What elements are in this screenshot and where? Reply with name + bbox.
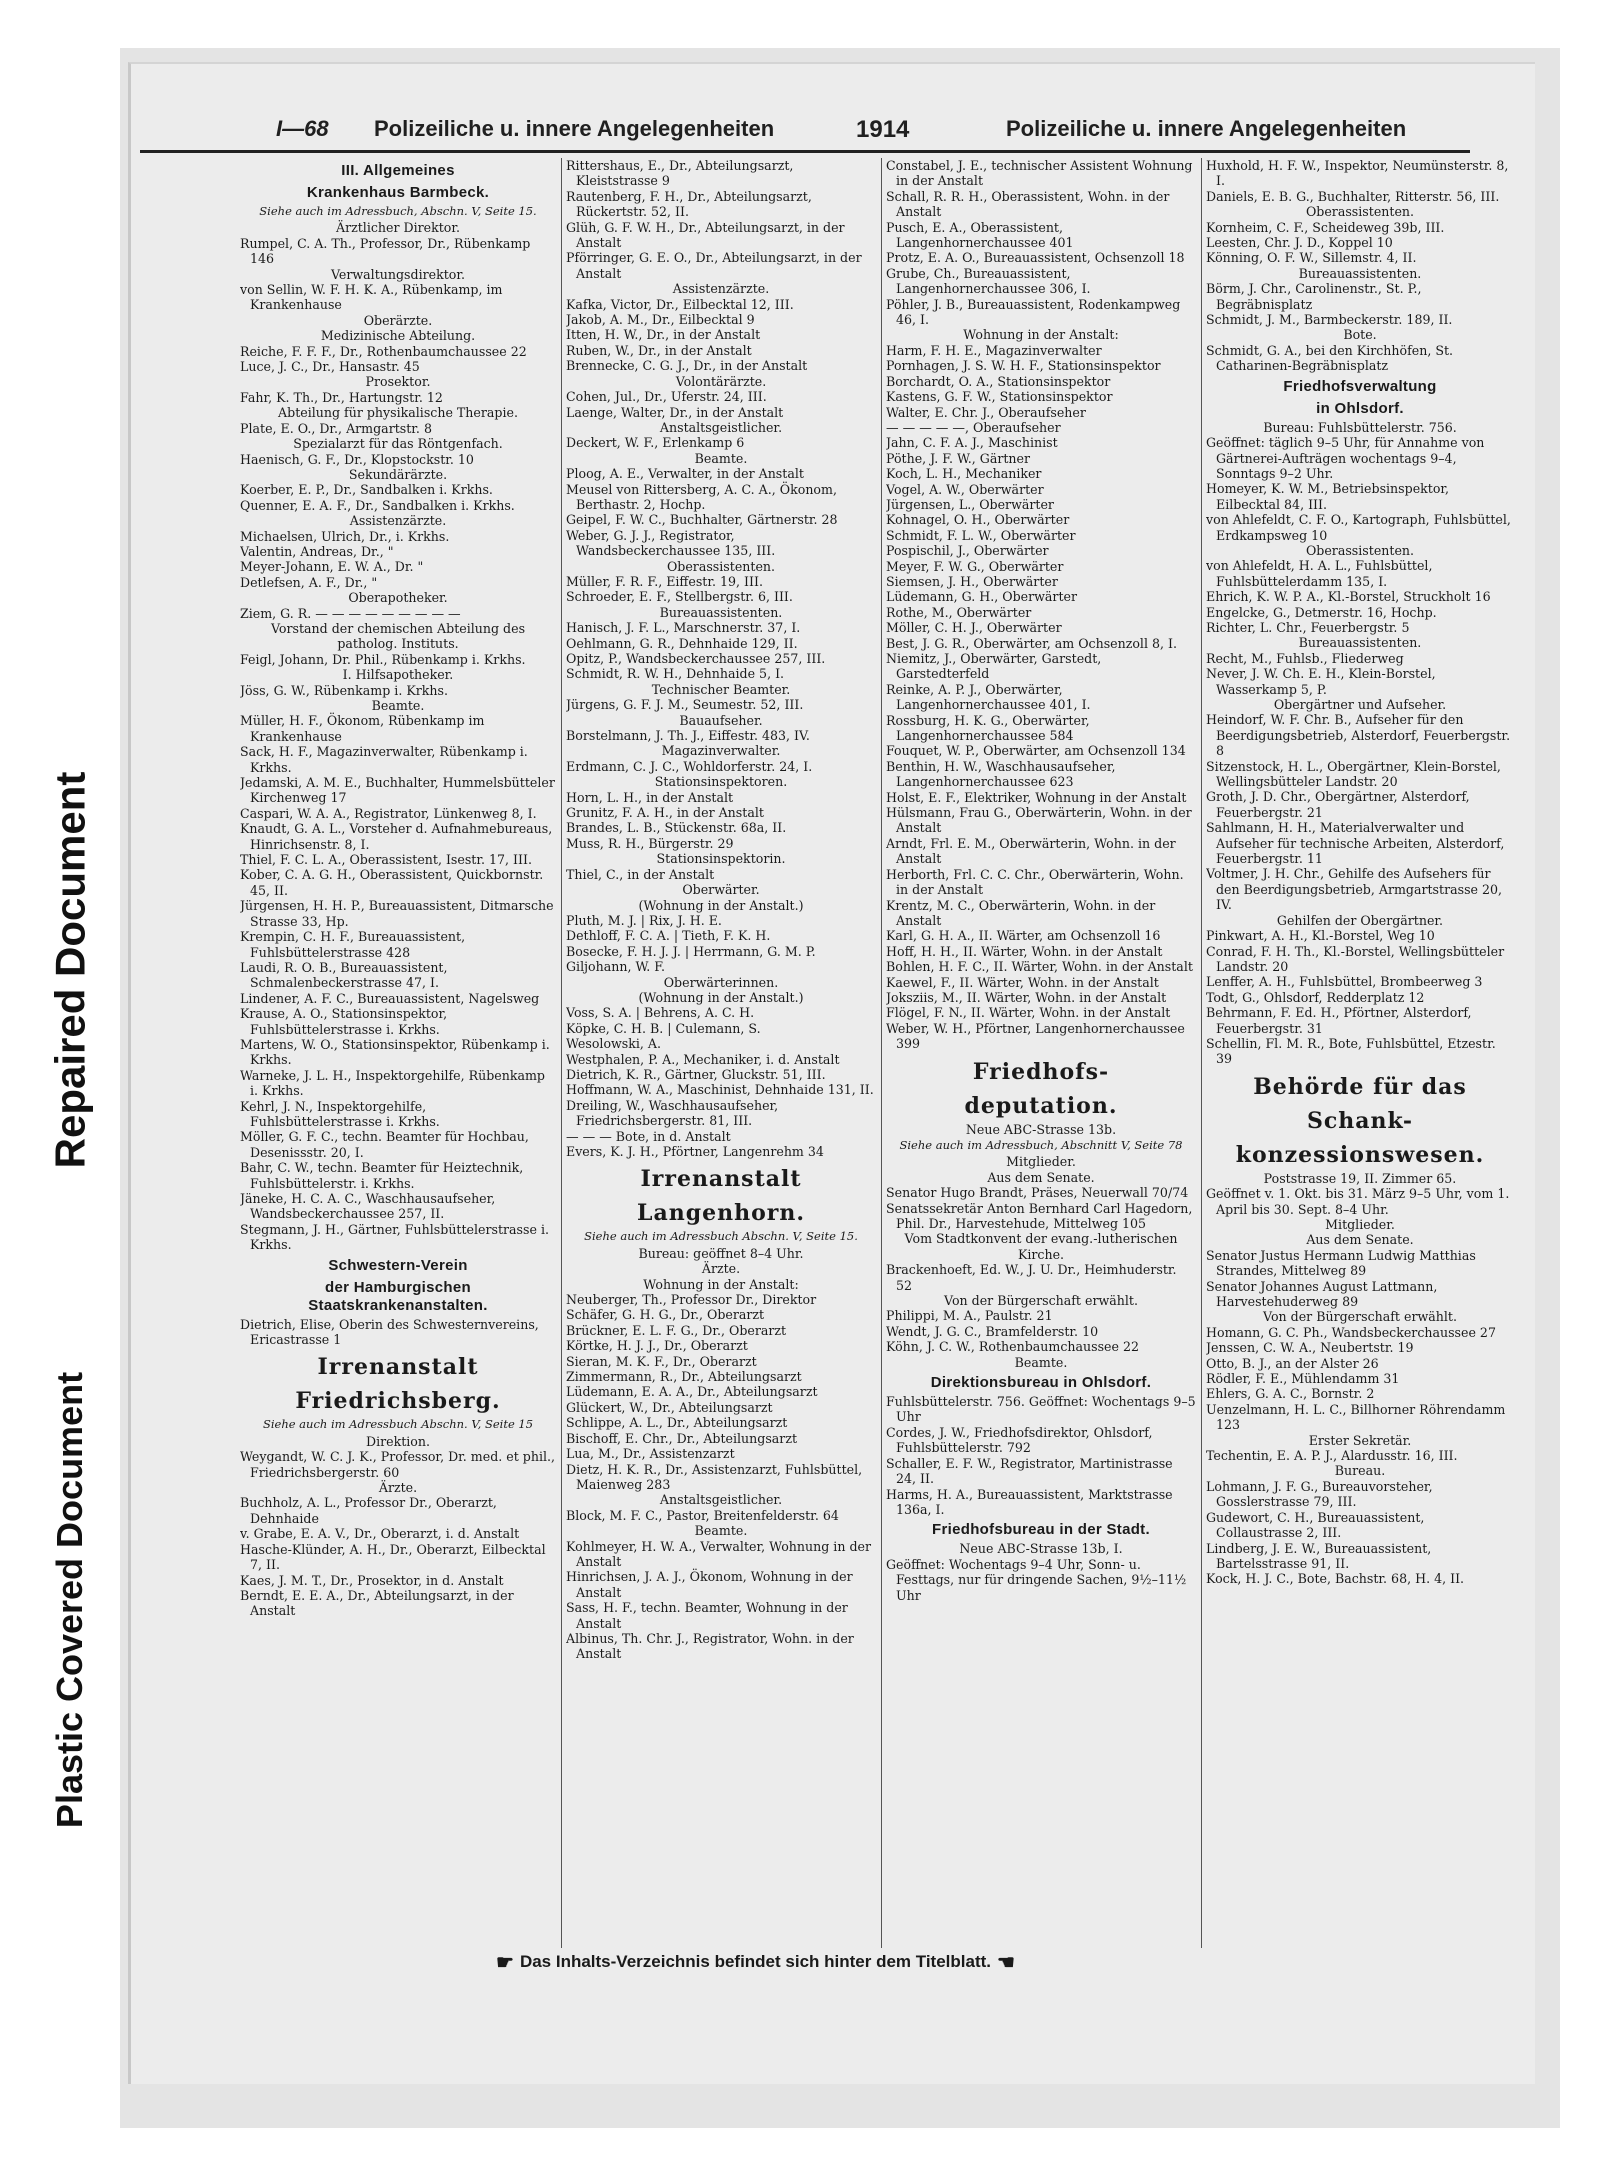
subsection-heading: Spezialarzt für das Röntgenfach. — [293, 436, 503, 452]
page-header — [146, 108, 1406, 146]
directory-entry: Michaelsen, Ulrich, Dr., i. Krkhs. — [240, 528, 450, 544]
directory-entry: Lenffer, A. H., Fuhlsbüttel, Brombeerweg 3 — [1206, 974, 1483, 990]
directory-entry: Thiel, C., in der Anstalt — [566, 866, 715, 882]
directory-entry: Walter, E. Chr. J., Oberaufseher — [886, 404, 1086, 420]
column-4 — [1206, 158, 1514, 1948]
directory-entry: Luce, J. C., Dr., Hansastr. 45 — [240, 359, 420, 375]
directory-entry: Buchholz, A. L., Professor Dr., Oberarzt, Dehnhaide — [240, 1495, 497, 1526]
directory-entry: Haenisch, G. F., Dr., Klopstockstr. 10 — [240, 451, 474, 467]
footer-note — [490, 1950, 1021, 1975]
directory-entry: Thiel, F. C. L. A., Oberassistent, Isestr. 17, III. — [240, 852, 532, 868]
directory-entry: Schaller, E. F. W., Registrator, Martinistrasse 24, II. — [886, 1455, 1173, 1487]
directory-entry: Voss, S. A. | Behrens, A. C. H. — [566, 1005, 755, 1021]
directory-entry: Kaes, J. M. T., Dr., Prosektor, in d. Anstalt — [240, 1572, 504, 1588]
section-title: deputation. — [964, 1092, 1118, 1119]
directory-entry: Rossburg, H. K. G., Oberwärter, Langenhornerchaussee 584 — [886, 712, 1090, 744]
directory-entry: Gudewort, C. H., Bureauassistent, Collaustrasse 2, III. — [1206, 1509, 1425, 1541]
subsection-heading: Beamte. — [1014, 1354, 1068, 1370]
directory-entry: Bahr, C. W., techn. Beamter für Heiztechnik, Fuhlsbüttelerstr. i. Krkhs. — [240, 1160, 524, 1191]
header-right-title: Polizeiliche u. innere Angelegenheiten — [1006, 116, 1407, 141]
directory-entry: Never, J. W. Ch. E. H., Klein-Borstel, Wasserkamp 5, P. — [1206, 666, 1436, 697]
column-1 — [240, 158, 556, 1948]
subsection-heading: Gehilfen der Obergärtner. — [1276, 912, 1444, 928]
directory-entry: Sieran, M. K. F., Dr., Oberarzt — [566, 1353, 757, 1369]
subsection-heading: Obergärtner und Aufseher. — [1273, 697, 1447, 712]
section-title: konzessionswesen. — [1235, 1141, 1485, 1168]
directory-entry: Jedamski, A. M. E., Buchhalter, Hummelsbütteler Kirchenweg 17 — [240, 775, 555, 806]
directory-entry: Kohnagel, O. H., Oberwärter — [886, 512, 1070, 528]
subsection-heading: Abteilung für physikalische Therapie. — [278, 405, 518, 421]
directory-entry: Schall, R. R. H., Oberassistent, Wohn. in der Anstalt — [886, 188, 1170, 220]
directory-entry: Pornhagen, J. S. W. H. F., Stationsinspektor — [886, 358, 1161, 374]
header-rule — [140, 150, 1470, 153]
directory-entry: Harm, F. H. E., Magazinverwalter — [886, 342, 1102, 358]
subsection-heading: Stationsinspektorin. — [656, 851, 786, 867]
header-left-title: Polizeiliche u. innere Angelegenheiten — [374, 116, 775, 141]
directory-entry: Meyer, F. W. G., Oberwärter — [886, 558, 1064, 574]
directory-entry: Recht, M., Fuhlsb., Fliederweg — [1206, 650, 1404, 666]
directory-entry: Albinus, Th. Chr. J., Registrator, Wohn. in der Anstalt — [566, 1630, 854, 1662]
directory-entry: — — — — —, Oberaufseher — [886, 419, 1061, 435]
directory-entry: Rumpel, C. A. Th., Professor, Dr., Rübenkamp 146 — [240, 235, 531, 267]
subsection-heading: Neue ABC-Strasse 13b, I. — [959, 1541, 1123, 1557]
directory-entry: Homeyer, K. W. M., Betriebsinspektor, Eilbecktal 84, III. — [1206, 481, 1450, 512]
directory-entry: Lindberg, J. E. W., Bureauassistent, Bartelsstrasse 91, II. — [1206, 1540, 1432, 1571]
directory-entry: Karl, G. H. A., II. Wärter, am Ochsenzoll 16 — [886, 928, 1161, 944]
directory-entry: Geöffnet: Wochentags 9–4 Uhr, Sonn- u. Festtags, nur für dringende Sachen, 9½–11½ Uhr — [886, 1556, 1187, 1603]
directory-entry: Bosecke, F. H. J. J. | Herrmann, G. M. P. — [566, 943, 816, 959]
subsection-heading: Technischer Beamter. — [651, 681, 791, 697]
directory-entry: Richter, L. Chr., Feuerbergstr. 5 — [1206, 619, 1410, 635]
directory-entry: Schmidt, J. M., Barmbeckerstr. 189, II. — [1206, 312, 1453, 328]
reference-note: Siehe auch im Adressbuch, Abschn. V, Seite 15. — [259, 204, 537, 218]
directory-entry: Homann, G. C. Ph., Wandsbeckerchaussee 27 — [1206, 1324, 1496, 1340]
directory-entry: Ziem, G. R. — — — — — — — — — — [240, 605, 461, 621]
subsection-heading: Neue ABC-Strasse 13b. — [965, 1121, 1117, 1137]
subsection-heading: Beamte. — [694, 1523, 748, 1539]
subsection-heading: Bote. — [1343, 327, 1377, 343]
directory-entry: Kastens, G. F. W., Stationsinspektor — [886, 389, 1113, 405]
subsection-heading: Vom Stadtkonvent der evang.-lutherischen Kirche. — [904, 1231, 1178, 1262]
directory-entry: Benthin, H. W., Waschhausaufseher, Langenhornerchaussee 623 — [886, 758, 1116, 790]
directory-entry: Kock, H. J. C., Bote, Bachstr. 68, H. 4, II. — [1206, 1571, 1465, 1587]
directory-entry: Stegmann, J. H., Gärtner, Fuhlsbüttelerstrasse i. Krkhs. — [240, 1221, 549, 1253]
directory-entry: Best, J. G. R., Oberwärter, am Ochsenzoll 8, I. — [886, 635, 1177, 651]
directory-entry: Wendt, J. G. C., Bramfelderstr. 10 — [886, 1323, 1099, 1339]
directory-entry: Engelcke, G., Detmerstr. 16, Hochp. — [1206, 604, 1437, 620]
directory-entry: Brackenhoeft, Ed. W., J. U. Dr., Heimhuderstr. 52 — [886, 1262, 1177, 1293]
column-divider — [1201, 158, 1202, 1948]
subsection-heading: (Wohnung in der Anstalt.) — [638, 897, 804, 913]
directory-entry: Sahlmann, H. H., Materialverwalter und Aufseher für technische Arbeiten, Alsterdorf, Feuerbergstr. 11 — [1206, 820, 1505, 867]
directory-entry: Fouquet, W. P., Oberwärter, am Ochsenzoll 134 — [886, 743, 1186, 759]
directory-entry: Huxhold, H. F. W., Inspektor, Neumünsterstr. 8, I. — [1206, 158, 1509, 189]
pointing-hand-left-icon: ☚ — [997, 1952, 1015, 1974]
directory-entry: Ploog, A. E., Verwalter, in der Anstalt — [566, 466, 804, 482]
subsection-heading: Bauaufseher. — [679, 712, 763, 728]
directory-entry: Heindorf, W. F. Chr. B., Aufseher für den Beerdigungsbetrieb, Alsterdorf, Feuerbergstr. 8 — [1206, 712, 1511, 759]
directory-entry: Borstelmann, J. Th. J., Eiffestr. 483, IV. — [566, 728, 810, 744]
directory-entry: Körtke, H. J. J., Dr., Oberarzt — [566, 1338, 748, 1354]
directory-entry: Detlefsen, A. F., Dr., " — [240, 574, 378, 590]
directory-entry: Schellin, Fl. M. R., Bote, Fuhlsbüttel, Etzestr. 39 — [1206, 1035, 1496, 1067]
directory-entry: Pförringer, G. E. O., Dr., Abteilungsarzt, in der Anstalt — [566, 250, 862, 281]
section-title: Behörde für das — [1253, 1073, 1467, 1100]
subsection-heading: Erster Sekretär. — [1308, 1432, 1412, 1448]
plastic-covered-document-label: Plastic Covered Document — [49, 1371, 91, 1829]
directory-entry: Wesolowski, A. — [566, 1036, 662, 1052]
directory-entry: Bohlen, H. F. C., II. Wärter, Wohn. in der Anstalt — [886, 959, 1193, 975]
subsection-heading: Sekundärärzte. — [348, 466, 448, 482]
directory-entry: Ruben, W., Dr., in der Anstalt — [566, 342, 752, 358]
directory-entry: Neuberger, Th., Professor Dr., Direktor — [566, 1292, 817, 1308]
directory-entry: Uenzelmann, H. L. C., Billhorner Röhrendamm 123 — [1206, 1401, 1506, 1433]
directory-entry: von Ahlefeldt, C. F. O., Kartograph, Fuhlsbüttel, Erdkampsweg 10 — [1206, 512, 1511, 543]
directory-entry: Horn, L. H., in der Anstalt — [566, 789, 734, 805]
subsection-heading: Aus dem Senate. — [987, 1169, 1095, 1185]
directory-entry: Krentz, M. C., Oberwärterin, Wohn. in der Anstalt — [886, 897, 1156, 928]
directory-entry: Pusch, E. A., Oberassistent, Langenhornerchaussee 401 — [886, 219, 1074, 251]
directory-entry: Block, M. F. C., Pastor, Breitenfelderstr. 64 — [566, 1507, 839, 1523]
section-heading: Direktionsbureau in Ohlsdorf. — [930, 1374, 1152, 1392]
directory-entry: Müller, H. F., Ökonom, Rübenkamp im Krankenhause — [240, 713, 485, 744]
subsection-heading: Ärzte. — [378, 1480, 418, 1496]
directory-entry: Evers, K. J. H., Pförtner, Langenrehm 34 — [566, 1144, 824, 1159]
subsection-heading: Von der Bürgerschaft erwählt. — [944, 1293, 1138, 1309]
subsection-heading: Stationsinspektoren. — [654, 774, 788, 790]
directory-entry: Dietz, H. K. R., Dr., Assistenzarzt, Fuhlsbüttel, Maienweg 283 — [566, 1461, 863, 1492]
directory-entry: Cordes, J. W., Friedhofsdirektor, Ohlsdorf, Fuhlsbüttelerstr. 792 — [886, 1424, 1153, 1456]
directory-entry: von Sellin, W. F. H. K. A., Rübenkamp, im Krankenhause — [240, 282, 503, 313]
directory-entry: Krempin, C. H. F., Bureauassistent, Fuhlsbüttelerstrasse 428 — [240, 929, 466, 960]
subsection-heading: Assistenzärzte. — [672, 281, 770, 297]
directory-entry: Meusel von Rittersberg, A. C. A., Ökonom, Berthastr. 2, Hochp. — [566, 481, 837, 512]
directory-entry: Harms, H. A., Bureauassistent, Marktstrasse 136a, I. — [886, 1486, 1173, 1517]
directory-entry: Jürgensen, H. H. P., Bureauassistent, Ditmarsche Strasse 33, Hp. — [240, 898, 554, 929]
directory-entry: Bischoff, E. Chr., Dr., Abteilungsarzt — [566, 1430, 798, 1446]
directory-entry: Schmidt, G. A., bei den Kirchhöfen, St. Catharinen-Begräbnisplatz — [1206, 342, 1454, 374]
subsection-heading: Mitglieder. — [1006, 1154, 1076, 1170]
directory-entry: Holst, E. F., Elektriker, Wohnung in der Anstalt — [886, 789, 1187, 805]
directory-entry: Dietrich, Elise, Oberin des Schwesternvereins, Ericastrasse 1 — [240, 1316, 539, 1348]
directory-entry: Leesten, Chr. J. D., Koppel 10 — [1206, 235, 1393, 251]
directory-entry: Börm, J. Chr., Carolinenstr., St. P., Begräbnisplatz — [1206, 281, 1422, 312]
directory-entry: Herborth, Frl. C. C. Chr., Oberwärterin, Wohn. in der Anstalt — [886, 866, 1184, 898]
directory-entry: Rothe, M., Oberwärter — [886, 604, 1032, 620]
directory-entry: Lüdemann, G. H., Oberwärter — [886, 589, 1077, 605]
directory-entry: Schmidt, F. L. W., Oberwärter — [886, 527, 1076, 543]
subsection-heading: Magazinverwalter. — [661, 743, 781, 759]
subsection-heading: Oberwärterinnen. — [663, 974, 779, 990]
reference-note: Siehe auch im Adressbuch Abschn. V, Seite 15. — [584, 1229, 858, 1244]
section-title: Irrenanstalt — [640, 1166, 802, 1193]
directory-entry: Ehlers, G. A. C., Bornstr. 2 — [1206, 1386, 1375, 1402]
directory-entry: Hinrichsen, J. A. J., Ökonom, Wohnung in der Anstalt — [566, 1569, 853, 1600]
directory-entry: Feigl, Johann, Dr. Phil., Rübenkamp i. Krkhs. — [240, 651, 526, 667]
section-heading: Schwestern-Verein — [328, 1256, 468, 1274]
section-title: Irrenanstalt — [317, 1354, 479, 1381]
directory-entry: Pospischil, J., Oberwärter — [886, 543, 1049, 559]
reference-note: Siehe auch im Adressbuch, Abschnitt V, Seite 78 — [899, 1137, 1183, 1152]
directory-entry: Jäneke, H. C. A. C., Waschhausaufseher, Wandsbeckerchaussee 257, II. — [240, 1191, 496, 1222]
subsection-heading: Vorstand der chemischen Abteilung des patholog. Instituts. — [270, 620, 526, 652]
directory-entry: Jürgens, G. F. J. M., Seumestr. 52, III. — [566, 697, 804, 713]
section-heading: Krankenhaus Barmbeck. — [306, 184, 490, 201]
directory-entry: Voltmer, J. H. Chr., Gehilfe des Aufsehers für den Beerdigungsbetrieb, Armgartstrasse 20, IV. — [1206, 866, 1503, 913]
directory-entry: Muss, R. H., Bürgerstr. 29 — [566, 835, 734, 851]
directory-entry: Jakob, A. M., Dr., Eilbecktal 9 — [566, 312, 755, 328]
directory-entry: Kaewel, F., II. Wärter, Wohn. in der Anstalt — [886, 974, 1159, 990]
subsection-heading: Wohnung in der Anstalt: — [963, 327, 1119, 343]
directory-entry: Pinkwart, A. H., Kl.-Borstel, Weg 10 — [1206, 928, 1435, 944]
subsection-heading: Direktion. — [365, 1433, 430, 1449]
directory-entry: Philippi, M. A., Paulstr. 21 — [886, 1308, 1053, 1324]
directory-entry: Dreiling, W., Waschhausaufseher, Friedrichsbergerstr. 81, III. — [566, 1097, 779, 1129]
directory-entry: Lua, M., Dr., Assistenzarzt — [566, 1446, 735, 1462]
directory-entry: Hoffmann, W. A., Maschinist, Dehnhaide 131, II. — [566, 1082, 874, 1098]
directory-entry: Schlippe, A. L., Dr., Abteilungsarzt — [566, 1415, 788, 1431]
directory-entry: Oehlmann, G. R., Dehnhaide 129, II. — [566, 635, 798, 651]
directory-entry: Rautenberg, F. H., Dr., Abteilungsarzt, Rückertstr. 52, II. — [566, 188, 812, 220]
directory-entry: v. Grabe, E. A. V., Dr., Oberarzt, i. d. Anstalt — [240, 1526, 520, 1542]
directory-entry: Caspari, W. A. A., Registrator, Lünkenweg 8, I. — [240, 805, 537, 821]
directory-entry: Weber, G. J. J., Registrator, Wandsbeckerchaussee 135, III. — [566, 527, 776, 559]
directory-entry: Warneke, J. L. H., Inspektorgehilfe, Rübenkamp i. Krkhs. — [240, 1067, 545, 1099]
directory-entry: Pöhler, J. B., Bureauassistent, Rodenkampweg 46, I. — [886, 296, 1181, 328]
directory-entry: Giljohann, W. F. — [566, 959, 665, 975]
subsection-heading: Verwaltungsdirektor. — [330, 266, 465, 282]
directory-entry: Reiche, F. F. F., Dr., Rothenbaumchaussee 22 — [240, 343, 527, 359]
directory-entry: Erdmann, C. J. C., Wohldorferstr. 24, I. — [566, 758, 813, 774]
directory-entry: Glüh, G. F. W. H., Dr., Abteilungsarzt, in der Anstalt — [566, 219, 845, 251]
directory-entry: Pöthe, J. F. W., Gärtner — [886, 450, 1031, 466]
directory-entry: Conrad, F. H. Th., Kl.-Borstel, Wellingsbütteler Landstr. 20 — [1206, 943, 1505, 974]
directory-entry: Krause, A. O., Stationsinspektor, Fuhlsbüttelerstrasse i. Krkhs. — [240, 1006, 448, 1037]
directory-entry: Opitz, P., Wandsbeckerchaussee 257, III. — [566, 651, 826, 666]
subsection-heading: Medizinische Abteilung. — [320, 328, 476, 344]
column-2 — [566, 158, 876, 1948]
directory-entry: Sack, H. F., Magazinverwalter, Rübenkamp i. Krkhs. — [240, 744, 528, 775]
directory-entry: Fahr, K. Th., Dr., Hartungstr. 12 — [240, 389, 443, 405]
directory-entry: Möller, C. H. J., Oberwärter — [886, 620, 1062, 636]
directory-entry: Otto, B. J., an der Alster 26 — [1206, 1355, 1379, 1371]
subsection-heading: Mitglieder. — [1325, 1216, 1395, 1232]
directory-entry: Hülsmann, Frau G., Oberwärterin, Wohn. in der Anstalt — [886, 805, 1192, 836]
directory-entry: Geöffnet: täglich 9–5 Uhr, für Annahme von Gärtnerei-Aufträgen wochentags 9–4, Sonntags 9–2 Uhr. — [1206, 435, 1485, 481]
directory-entry: von Ahlefeldt, H. A. L., Fuhlsbüttel, Fuhlsbüttelerdamm 135, I. — [1206, 558, 1433, 589]
directory-entry: — — — Bote, in d. Anstalt — [566, 1128, 731, 1144]
subsection-heading: Volontärärzte. — [675, 373, 767, 389]
subsection-heading: Bureauassistenten. — [1298, 635, 1422, 651]
directory-entry: Siemsen, J. H., Oberwärter — [886, 573, 1058, 589]
section-title: Friedhofs- — [972, 1058, 1110, 1085]
directory-entry: Dethloff, F. C. A. | Tieth, F. K. H. — [566, 928, 771, 944]
directory-entry: Plate, E. O., Dr., Armgartstr. 8 — [240, 420, 432, 436]
directory-entry: Senator Justus Hermann Ludwig Matthias Strandes, Mittelweg 89 — [1206, 1247, 1476, 1279]
directory-entry: Techentin, E. A. P. J., Alardusstr. 16, III. — [1206, 1448, 1458, 1464]
directory-entry: Koch, L. H., Mechaniker — [886, 466, 1042, 482]
directory-entry: Geipel, F. W. C., Buchhalter, Gärtnerstr. 28 — [566, 512, 838, 528]
directory-entry: Martens, W. O., Stationsinspektor, Rübenkamp i. Krkhs. — [240, 1036, 550, 1068]
directory-entry: Laenge, Walter, Dr., in der Anstalt — [566, 404, 784, 420]
reference-note: Siehe auch im Adressbuch Abschn. V, Seite 15 — [262, 1417, 534, 1432]
directory-entry: Constabel, J. E., technischer Assistent Wohnung in der Anstalt — [886, 158, 1193, 189]
directory-entry: Kohlmeyer, H. W. A., Verwalter, Wohnung in der Anstalt — [566, 1538, 871, 1569]
subsection-heading: I. Hilfsapotheker. — [342, 667, 454, 683]
directory-entry: Arndt, Frl. E. M., Oberwärterin, Wohn. in der Anstalt — [886, 835, 1176, 867]
subsection-heading: Aus dem Senate. — [1306, 1232, 1414, 1248]
directory-entry: Jahn, C. F. A. J., Maschinist — [886, 435, 1058, 451]
directory-entry: Reinke, A. P. J., Oberwärter, Langenhornerchaussee 401, I. — [886, 681, 1091, 713]
directory-entry: Hoff, H. H., II. Wärter, Wohn. in der Anstalt — [886, 943, 1163, 959]
section-heading: Friedhofsverwaltung — [1283, 377, 1437, 395]
subsection-heading: Anstaltsgeistlicher. — [659, 1492, 783, 1508]
section-title: Friedrichsberg. — [295, 1388, 501, 1415]
directory-entry: Behrmann, F. Ed. H., Pförtner, Alsterdorf, Feuerbergstr. 31 — [1206, 1005, 1472, 1036]
directory-entry: Deckert, W. F., Erlenkamp 6 — [566, 435, 745, 451]
subsection-heading: Ärztlicher Direktor. — [335, 220, 461, 236]
directory-entry: Müller, F. R. F., Eiffestr. 19, III. — [566, 573, 763, 589]
directory-entry: Brennecke, C. G. J., Dr., in der Anstalt — [566, 358, 808, 374]
page-number: I—68 — [276, 116, 329, 141]
directory-entry: Knaudt, G. A. L., Vorsteher d. Aufnahmebureaus, Hinrichsenstr. 8, I. — [240, 821, 553, 852]
directory-entry: Koerber, E. P., Dr., Sandbalken i. Krkhs. — [240, 482, 493, 498]
directory-entry: Jöss, G. W., Rübenkamp i. Krkhs. — [240, 682, 448, 698]
directory-entry: Senator Johannes August Lattmann, Harvestehuderweg 89 — [1206, 1278, 1438, 1309]
directory-entry: Flögel, F. N., II. Wärter, Wohn. in der Anstalt — [886, 1005, 1171, 1021]
directory-entry: Sitzenstock, H. L., Obergärtner, Klein-Borstel, Wellingsbütteler Landstr. 20 — [1206, 758, 1501, 790]
directory-entry: Brandes, L. B., Stückenstr. 68a, II. — [566, 820, 787, 836]
directory-entry: Rödler, F. E., Mühlendamm 31 — [1206, 1371, 1400, 1387]
directory-entry: Todt, G., Ohlsdorf, Redderplatz 12 — [1206, 989, 1425, 1005]
column-divider — [881, 158, 882, 1948]
directory-entry: Laudi, R. O. B., Bureauassistent, Schmalenbeckerstrasse 47, I. — [240, 959, 448, 991]
directory-entry: Grunitz, F. A. H., in der Anstalt — [566, 805, 764, 821]
subsection-heading: Oberassistenten. — [1305, 204, 1415, 220]
directory-entry: Weber, W. H., Pförtner, Langenhornerchaussee 399 — [886, 1020, 1185, 1052]
directory-entry: Senator Hugo Brandt, Präses, Neuerwall 70/74 — [886, 1185, 1189, 1201]
pointing-hand-right-icon: ☛ — [496, 1952, 514, 1974]
directory-entry: Kehrl, J. N., Inspektorgehilfe, Fuhlsbüttelerstrasse i. Krkhs. — [240, 1098, 440, 1129]
subsection-heading: Oberassistenten. — [666, 558, 776, 574]
directory-entry: Groth, J. D. Chr., Obergärtner, Alsterdorf, Feuerbergstr. 21 — [1206, 789, 1470, 820]
repaired-document-label: Repaired Document — [46, 771, 93, 1169]
directory-entry: Senatssekretär Anton Bernhard Carl Hagedorn, Phil. Dr., Harvestehude, Mittelweg 105 — [886, 1200, 1193, 1231]
directory-entry: Meyer-Johann, E. W. A., Dr. " — [240, 559, 424, 575]
directory-entry: Köhn, J. C. W., Rothenbaumchaussee 22 — [886, 1339, 1139, 1355]
directory-entry: Jürgensen, L., Oberwärter — [886, 496, 1054, 512]
directory-entry: Rittershaus, E., Dr., Abteilungsarzt, Kleiststrasse 9 — [566, 158, 794, 189]
directory-entry: Geöffnet v. 1. Okt. bis 31. März 9–5 Uhr, vom 1. April bis 30. Sept. 8–4 Uhr. — [1206, 1186, 1510, 1217]
directory-entry: Sass, H. F., techn. Beamter, Wohnung in der Anstalt — [566, 1600, 848, 1631]
directory-entry: Köpke, C. H. B. | Culemann, S. — [566, 1020, 761, 1036]
directory-entry: Hasche-Klünder, A. H., Dr., Oberarzt, Eilbecktal 7, II. — [240, 1541, 546, 1573]
section-heading: der Hamburgischen Staatskrankenanstalten. — [308, 1278, 488, 1314]
subsection-heading: Anstaltsgeistlicher. — [659, 419, 783, 435]
directory-entry: Kornheim, C. F., Scheideweg 39b, III. — [1206, 219, 1445, 235]
subsection-heading: Prosektor. — [365, 374, 431, 390]
subsection-heading: Oberärzte. — [363, 312, 433, 328]
subsection-heading: Wohnung in der Anstalt: — [643, 1276, 799, 1292]
directory-entry: Jenssen, C. W. A., Neubertstr. 19 — [1206, 1340, 1414, 1356]
directory-entry: Cohen, Jul., Dr., Uferstr. 24, III. — [566, 389, 767, 405]
directory-entry: Lüdemann, E. A. A., Dr., Abteilungsarzt — [566, 1384, 818, 1400]
column-3 — [886, 158, 1196, 1948]
subsection-heading: Beamte. — [694, 450, 748, 466]
subsection-heading: Oberassistenten. — [1305, 542, 1415, 558]
subsection-heading: Assistenzärzte. — [349, 513, 447, 529]
subsection-heading: Beamte. — [371, 698, 425, 713]
directory-entry: Ehrich, K. W. P. A., Kl.-Borstel, Struckholt 16 — [1206, 589, 1491, 605]
directory-entry: Kober, C. A. G. H., Oberassistent, Quickbornstr. 45, II. — [240, 867, 544, 898]
directory-entry: Fuhlsbüttelerstr. 756. Geöffnet: Wochentags 9–5 Uhr — [886, 1394, 1196, 1425]
directory-entry: Möller, G. F. C., techn. Beamter für Hochbau, Desenissstr. 20, I. — [240, 1129, 529, 1160]
directory-entry: Glückert, W., Dr., Abteilungsarzt — [566, 1399, 773, 1415]
directory-entry: Pluth, M. J. | Rix, J. H. E. — [566, 912, 722, 928]
subsection-heading: Poststrasse 19, II. Zimmer 65. — [1263, 1170, 1457, 1186]
footer-text: Das Inhalts-Verzeichnis befindet sich hinter dem Titelblatt. — [519, 1951, 992, 1971]
directory-entry: Schäfer, G. H. G., Dr., Oberarzt — [566, 1307, 765, 1323]
directory-entry: Niemitz, J., Oberwärter, Garstedt, Garstedterfeld — [886, 651, 1102, 682]
directory-entry: Valentin, Andreas, Dr., " — [240, 543, 394, 559]
directory-entry: Protz, E. A. O., Bureauassistent, Ochsenzoll 18 — [886, 250, 1185, 266]
subsection-heading: Bureau: Fuhlsbüttelerstr. 756. — [1263, 419, 1457, 435]
subsection-heading: Bureauassistenten. — [1298, 265, 1422, 281]
directory-entry: Kafka, Victor, Dr., Eilbecktal 12, III. — [566, 296, 794, 312]
subsection-heading: Bureau: geöffnet 8–4 Uhr. — [638, 1245, 804, 1261]
section-heading: III. Allgemeines — [341, 162, 455, 179]
directory-entry: Weygandt, W. C. J. K., Professor, Dr. med. et phil., Friedrichsbergerstr. 60 — [240, 1449, 556, 1480]
subsection-heading: Bureauassistenten. — [659, 604, 783, 620]
directory-entry: Grube, Ch., Bureauassistent, Langenhornerchaussee 306, I. — [886, 265, 1091, 297]
directory-entry: Joksziis, M., II. Wärter, Wohn. in der Anstalt — [886, 989, 1167, 1005]
subsection-heading: Ärzte. — [701, 1261, 741, 1277]
column-divider — [561, 158, 562, 1948]
directory-entry: Lindener, A. F. C., Bureauassistent, Nagelsweg — [240, 990, 540, 1006]
directory-entry: Vogel, A. W., Oberwärter — [886, 481, 1044, 497]
section-heading: in Ohlsdorf. — [1316, 399, 1404, 417]
subsection-heading: (Wohnung in der Anstalt.) — [638, 989, 804, 1005]
section-title: Langenhorn. — [636, 1200, 805, 1227]
directory-entry: Daniels, E. B. G., Buchhalter, Ritterstr. 56, III. — [1206, 188, 1500, 204]
directory-entry: Berndt, E. E. A., Dr., Abteilungsarzt, in der Anstalt — [240, 1587, 514, 1619]
subsection-heading: Bureau. — [1334, 1463, 1386, 1479]
directory-entry: Schmidt, R. W. H., Dehnhaide 5, I. — [566, 666, 785, 682]
directory-entry: Borchardt, O. A., Stationsinspektor — [886, 373, 1111, 389]
subsection-heading: Oberapotheker. — [348, 590, 448, 606]
directory-entry: Zimmermann, R., Dr., Abteilungsarzt — [566, 1369, 802, 1385]
directory-entry: Westphalen, P. A., Mechaniker, i. d. Anstalt — [566, 1051, 840, 1067]
section-heading: Friedhofsbureau in der Stadt. — [932, 1521, 1150, 1539]
directory-entry: Dietrich, K. R., Gärtner, Gluckstr. 51, III. — [566, 1066, 826, 1082]
directory-entry: Itten, H. W., Dr., in der Anstalt — [566, 327, 761, 343]
directory-entry: Hanisch, J. F. L., Marschnerstr. 37, I. — [566, 620, 801, 636]
directory-entry: Quenner, E. A. F., Dr., Sandbalken i. Krkhs. — [240, 497, 515, 513]
directory-entry: Brückner, E. L. F. G., Dr., Oberarzt — [566, 1322, 787, 1338]
subsection-heading: Von der Bürgerschaft erwählt. — [1263, 1309, 1457, 1325]
directory-entry: Könning, O. F. W., Sillemstr. 4, II. — [1206, 250, 1417, 266]
subsection-heading: Oberwärter. — [682, 882, 760, 898]
directory-entry: Lohmann, J. F. G., Bureauvorsteher, Gosslerstrasse 79, III. — [1206, 1478, 1433, 1510]
directory-entry: Schroeder, E. F., Stellbergstr. 6, III. — [566, 589, 793, 605]
section-title: Schank- — [1306, 1107, 1413, 1134]
header-year: 1914 — [856, 116, 910, 143]
